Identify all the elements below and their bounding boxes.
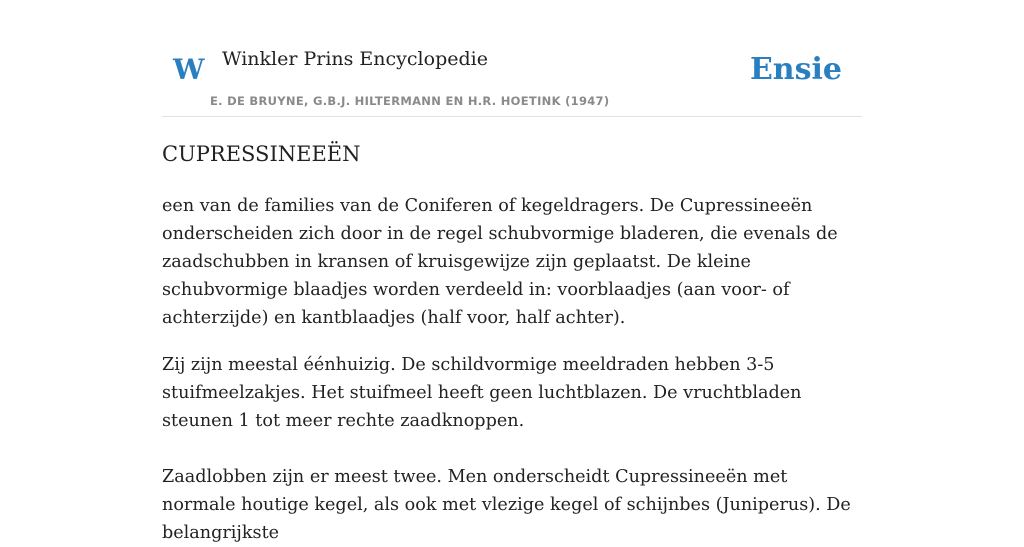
article-container [162,0,862,543]
source-header [162,0,862,117]
source-title-link[interactable]: Winkler Prins Encyclopedie [222,48,488,70]
article-paragraph-3: Zaadlobben zijn er meest twee. Men onderscheidt Cupressineeën met normale houtige kegel, als ook met vlezige kegel of schijnbes (Juniperus). De belangrijkste [162,467,851,543]
source-authors: E. DE BRUYNE, G.B.J. HILTERMANN EN H.R. HOETINK (1947) [210,94,610,108]
ensie-logo-link[interactable]: Ensie [749,52,842,87]
article-paragraph-2: Zij zijn meestal éénhuizig. De schildvormige meeldraden hebben 3-5 stuifmeelzakjes. Het stuifmeel heeft geen luchtblazen. De vruchtbladen steunen 1 tot meer rechte zaadknoppen. [162,355,802,431]
article-paragraph-1: een van de families van de Coniferen of kegeldragers. De Cupressineeën onderscheiden zich door in de regel schubvormige bladeren, die evenals de zaadschubben in kransen of kruisgewijze zijn geplaatst. De kleine schubvormige blaadjes worden verdeeld in: voorblaadjes (aan voor- of achterzijde) en kantblaadjes (half voor, half achter). [162,196,838,328]
article-title: CUPRESSINEEËN [162,142,361,166]
winkler-prins-logo-icon[interactable]: W [173,53,205,86]
